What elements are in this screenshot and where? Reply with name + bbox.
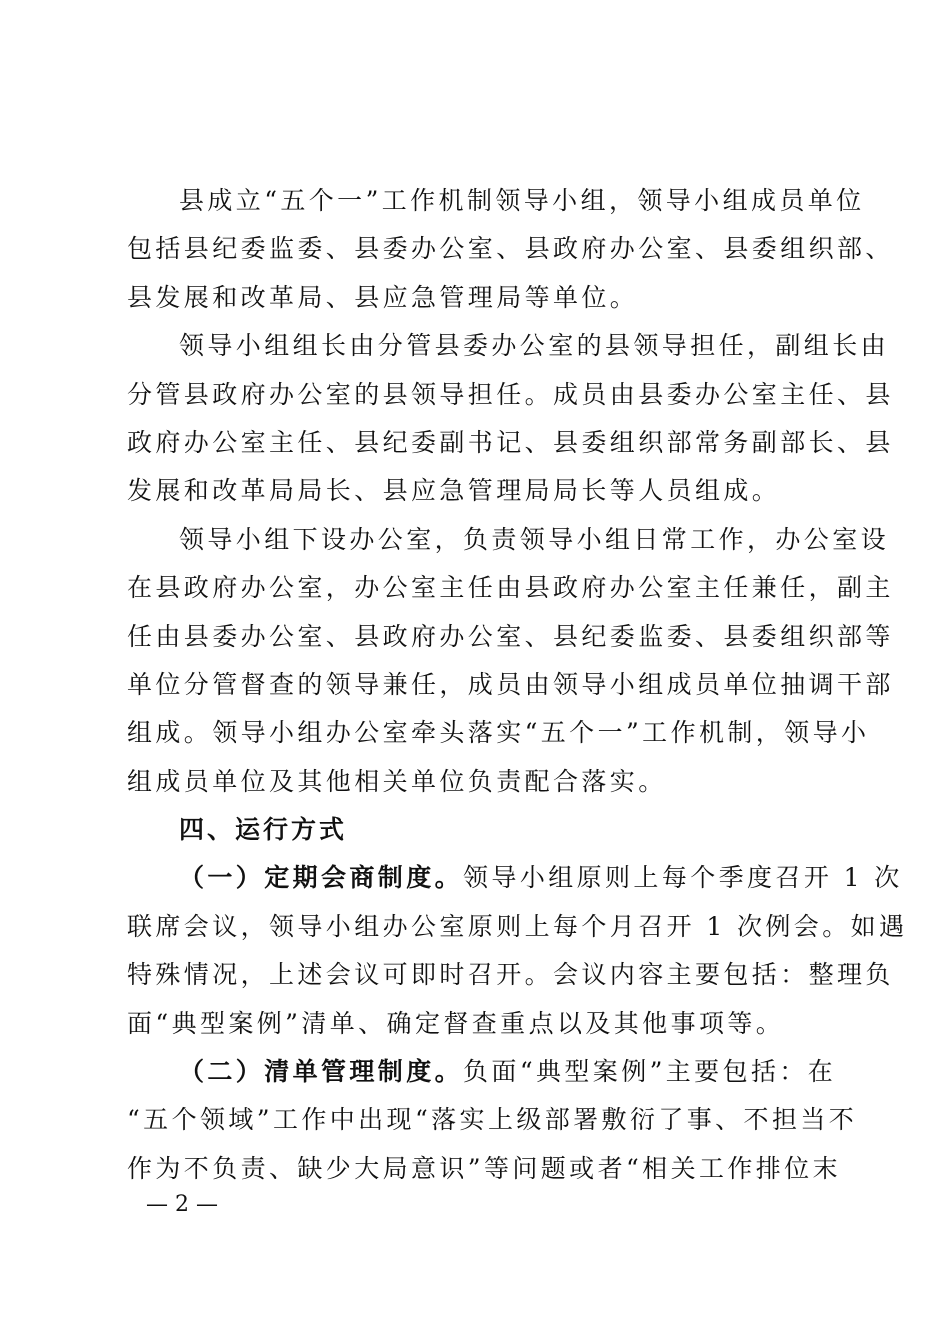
item-1-lead: （一）定期会商制度。 [179, 863, 464, 893]
paragraph-3-line-3: 任由县委办公室、县政府办公室、县纪委监委、县委组织部等 [127, 621, 894, 651]
item-2-line-2: “五个领域”工作中出现“落实上级部署敷衍了事、不担当不 [127, 1105, 858, 1135]
item-1-line-1 [127, 854, 903, 902]
paragraph-3-line-1: 领导小组下设办公室，负责领导小组日常工作，办公室设 [179, 524, 890, 554]
paragraph-3-line-2: 在县政府办公室，办公室主任由县政府办公室主任兼任，副主 [127, 573, 894, 603]
item-1-line-4: 面“典型案例”清单、确定督查重点以及其他事项等。 [127, 1008, 785, 1038]
paragraph-2-line-4: 发展和改革局局长、县应急管理局局长等人员组成。 [127, 476, 781, 506]
paragraph-3-line-4: 单位分管督查的领导兼任，成员由领导小组成员单位抽调干部 [127, 669, 894, 699]
section-4-heading: 四、运行方式 [179, 815, 348, 845]
item-2-lead: （二）清单管理制度。 [179, 1057, 464, 1087]
paragraph-1-line-3: 县发展和改革局、县应急管理局等单位。 [127, 282, 639, 312]
paragraph-2-line-2: 分管县政府办公室的县领导担任。成员由县委办公室主任、县 [127, 379, 894, 409]
paragraph-2-line-1: 领导小组组长由分管县委办公室的县领导担任，副组长由 [179, 331, 890, 361]
paragraph-1-line-1: 县成立“五个一”工作机制领导小组，领导小组成员单位 [179, 186, 865, 215]
item-1-line-3: 特殊情况，上述会议可即时召开。会议内容主要包括：整理负 [127, 960, 894, 990]
paragraph-3-line-5: 组成。领导小组办公室牵头落实“五个一”工作机制，领导小 [127, 718, 870, 748]
item-2-line-3: 作为不负责、缺少大局意识”等问题或者“相关工作排位末 [127, 1153, 841, 1183]
document-body [127, 177, 908, 1193]
paragraph-2-line-3: 政府办公室主任、县纪委副书记、县委组织部常务副部长、县 [127, 427, 894, 457]
item-1-line-1-rest: 领导小组原则上每个季度召开 1 次 [463, 863, 903, 893]
page-number: — 2 — [146, 1192, 218, 1217]
item-2-line-1-rest: 负面“典型案例”主要包括：在 [463, 1057, 837, 1087]
paragraph-3-line-6: 组成员单位及其他相关单位负责配合落实。 [127, 766, 667, 796]
item-2-line-1 [127, 1048, 837, 1096]
item-1-line-2: 联席会议，领导小组办公室原则上每个月召开 1 次例会。如遇 [127, 911, 908, 941]
paragraph-1-line-2: 包括县纪委监委、县委办公室、县政府办公室、县委组织部、 [127, 234, 894, 264]
